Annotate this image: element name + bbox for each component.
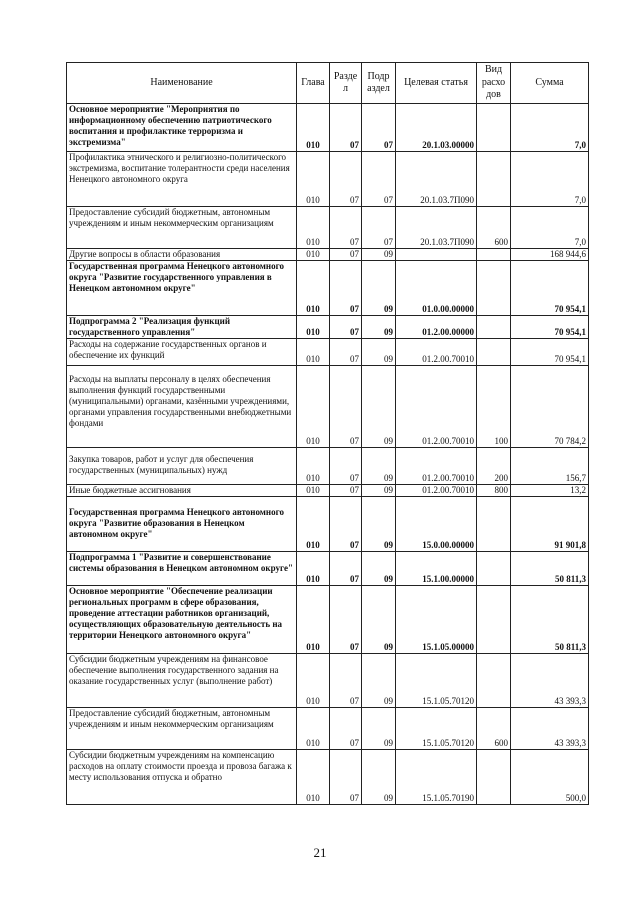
row-glava: 010 (297, 207, 330, 249)
row-summa: 500,0 (511, 749, 589, 804)
row-vid (477, 104, 511, 152)
row-name: Профилактика этнического и религиозно-политического экстремизма, воспитание толерантности среди населения Ненецкого автономного округа (67, 152, 297, 207)
row-summa: 91 901,8 (511, 496, 589, 551)
row-tselevaya: 20.1.03.7П090 (396, 152, 477, 207)
row-razdel: 07 (330, 152, 362, 207)
row-vid (477, 338, 511, 365)
row-razdel: 07 (330, 749, 362, 804)
row-glava: 010 (297, 585, 330, 653)
row-podrazdel: 09 (362, 261, 396, 316)
table-row (67, 707, 589, 749)
row-tselevaya: 15.0.00.00000 (396, 496, 477, 551)
row-name: Предоставление субсидий бюджетным, автономным учреждениям и иным некоммерческим организациям (67, 707, 297, 749)
row-summa: 7,0 (511, 207, 589, 249)
row-summa: 7,0 (511, 152, 589, 207)
header-razdel: Разде л (330, 63, 362, 104)
table-row (67, 447, 589, 484)
row-name: Субсидии бюджетным учреждениям на финансовое обеспечение выполнения государственного задания на оказание государственных услуг (выполнение работ) (67, 653, 297, 707)
header-podrazdel: Подр аздел (362, 63, 396, 104)
header-row (67, 63, 589, 104)
row-podrazdel: 09 (362, 749, 396, 804)
row-glava: 010 (297, 496, 330, 551)
table-row (67, 316, 589, 339)
header-name: Наименование (67, 63, 297, 104)
table-row (67, 152, 589, 207)
row-podrazdel: 09 (362, 707, 396, 749)
row-summa: 156,7 (511, 447, 589, 484)
row-podrazdel: 07 (362, 152, 396, 207)
row-razdel: 07 (330, 365, 362, 447)
table-row (67, 653, 589, 707)
row-summa: 50 811,3 (511, 551, 589, 585)
row-summa: 13,2 (511, 484, 589, 496)
row-vid (477, 749, 511, 804)
table-row (67, 585, 589, 653)
row-vid (477, 249, 511, 261)
row-tselevaya: 15.1.00.00000 (396, 551, 477, 585)
row-razdel: 07 (330, 707, 362, 749)
budget-table (66, 62, 589, 805)
row-vid (477, 261, 511, 316)
row-tselevaya: 01.2.00.70010 (396, 338, 477, 365)
row-name: Другие вопросы в области образования (67, 249, 297, 261)
table-row (67, 261, 589, 316)
table-row (67, 338, 589, 365)
row-name: Предоставление субсидий бюджетным, автономным учреждениям и иным некоммерческим организациям (67, 207, 297, 249)
row-glava: 010 (297, 484, 330, 496)
row-podrazdel: 09 (362, 365, 396, 447)
row-glava: 010 (297, 104, 330, 152)
row-glava: 010 (297, 653, 330, 707)
row-glava: 010 (297, 152, 330, 207)
row-razdel: 07 (330, 249, 362, 261)
row-tselevaya: 15.1.05.00000 (396, 585, 477, 653)
row-podrazdel: 07 (362, 207, 396, 249)
row-tselevaya: 01.2.00.70010 (396, 484, 477, 496)
row-glava: 010 (297, 749, 330, 804)
row-tselevaya: 01.2.00.00000 (396, 316, 477, 339)
row-tselevaya: 15.1.05.70120 (396, 707, 477, 749)
row-glava: 010 (297, 261, 330, 316)
row-podrazdel: 09 (362, 249, 396, 261)
row-summa: 7,0 (511, 104, 589, 152)
row-glava: 010 (297, 551, 330, 585)
row-razdel: 07 (330, 653, 362, 707)
row-vid (477, 496, 511, 551)
row-summa: 50 811,3 (511, 585, 589, 653)
row-name: Расходы на выплаты персоналу в целях обеспечения выполнения функций государственными (муниципальными) органами, казёнными учреждениями, органами управления государственными внебюджетными фондами (67, 365, 297, 447)
row-glava: 010 (297, 365, 330, 447)
row-vid (477, 152, 511, 207)
row-summa: 43 393,3 (511, 653, 589, 707)
row-razdel: 07 (330, 316, 362, 339)
row-vid: 600 (477, 707, 511, 749)
row-summa: 168 944,6 (511, 249, 589, 261)
header-glava: Глава (297, 63, 330, 104)
row-glava: 010 (297, 316, 330, 339)
row-summa: 43 393,3 (511, 707, 589, 749)
table-row (67, 749, 589, 804)
row-podrazdel: 09 (362, 338, 396, 365)
row-vid (477, 585, 511, 653)
row-name: Закупка товаров, работ и услуг для обеспечения государственных (муниципальных) нужд (67, 447, 297, 484)
row-name: Государственная программа Ненецкого автономного округа "Развитие государственного управления в Ненецком автономном округе" (67, 261, 297, 316)
row-vid: 100 (477, 365, 511, 447)
table-row (67, 496, 589, 551)
row-tselevaya (396, 249, 477, 261)
row-summa: 70 954,1 (511, 261, 589, 316)
row-name: Расходы на содержание государственных органов и обеспечение их функций (67, 338, 297, 365)
row-podrazdel: 09 (362, 585, 396, 653)
row-podrazdel: 09 (362, 496, 396, 551)
row-podrazdel: 09 (362, 653, 396, 707)
row-vid: 800 (477, 484, 511, 496)
row-razdel: 07 (330, 496, 362, 551)
row-razdel: 07 (330, 104, 362, 152)
row-glava: 010 (297, 447, 330, 484)
table-row (67, 207, 589, 249)
row-razdel: 07 (330, 207, 362, 249)
row-name: Государственная программа Ненецкого автономного округа "Развитие образования в Ненецком автономном округе" (67, 496, 297, 551)
row-glava: 010 (297, 338, 330, 365)
row-name: Основное мероприятие "Мероприятия по информационному обеспечению патриотического воспитания и профилактике терроризма и экстремизма" (67, 104, 297, 152)
row-razdel: 07 (330, 585, 362, 653)
row-tselevaya: 15.1.05.70120 (396, 653, 477, 707)
row-razdel: 07 (330, 447, 362, 484)
table-row (67, 249, 589, 261)
row-razdel: 07 (330, 551, 362, 585)
row-summa: 70 954,1 (511, 316, 589, 339)
row-name: Подпрограмма 2 "Реализация функций государственного управления" (67, 316, 297, 339)
header-tselevaya: Целевая статья (396, 63, 477, 104)
row-name: Субсидии бюджетным учреждениям на компенсацию расходов на оплату стоимости проезда и провоза багажа к месту использования отпуска и обратно (67, 749, 297, 804)
row-tselevaya: 01.0.00.00000 (396, 261, 477, 316)
row-podrazdel: 09 (362, 551, 396, 585)
row-vid: 600 (477, 207, 511, 249)
header-summa: Сумма (511, 63, 589, 104)
row-podrazdel: 09 (362, 447, 396, 484)
row-summa: 70 954,1 (511, 338, 589, 365)
row-glava: 010 (297, 707, 330, 749)
row-razdel: 07 (330, 338, 362, 365)
row-razdel: 07 (330, 261, 362, 316)
table-row (67, 484, 589, 496)
table-row (67, 104, 589, 152)
row-summa: 70 784,2 (511, 365, 589, 447)
row-vid: 200 (477, 447, 511, 484)
row-tselevaya: 01.2.00.70010 (396, 447, 477, 484)
row-podrazdel: 07 (362, 104, 396, 152)
row-tselevaya: 01.2.00.70010 (396, 365, 477, 447)
row-name: Основное мероприятие "Обеспечение реализации региональных программ в сфере образования, проведение аттестации работников организаций, осуществляющих образовательную деятельность на территории Ненецкого автономного округа" (67, 585, 297, 653)
row-podrazdel: 09 (362, 316, 396, 339)
row-vid (477, 551, 511, 585)
row-name: Иные бюджетные ассигнования (67, 484, 297, 496)
page-number: 21 (313, 845, 327, 860)
row-vid (477, 653, 511, 707)
table-row (67, 365, 589, 447)
row-name: Подпрограмма 1 "Развитие и совершенствование системы образования в Ненецком автономном округе" (67, 551, 297, 585)
row-tselevaya: 20.1.03.00000 (396, 104, 477, 152)
table-row (67, 551, 589, 585)
row-razdel: 07 (330, 484, 362, 496)
row-glava: 010 (297, 249, 330, 261)
header-vid: Вид расхо дов (477, 63, 511, 104)
row-vid (477, 316, 511, 339)
row-tselevaya: 15.1.05.70190 (396, 749, 477, 804)
row-podrazdel: 09 (362, 484, 396, 496)
row-tselevaya: 20.1.03.7П090 (396, 207, 477, 249)
